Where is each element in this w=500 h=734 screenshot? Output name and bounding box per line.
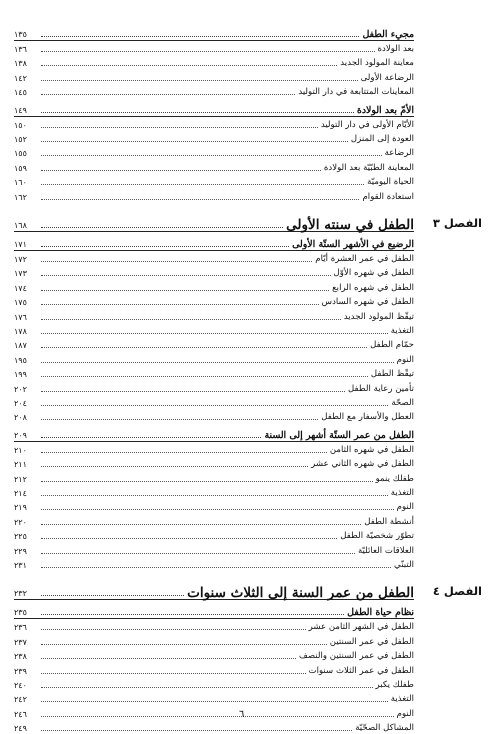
leader-dots (41, 480, 373, 482)
toc-section-row (14, 428, 414, 442)
toc-entry-title: العطل والأسفار مع الطفل (321, 412, 414, 423)
toc-page-number: ٢٠٨ (14, 413, 27, 423)
leader-dots (41, 346, 367, 348)
toc-entry-title: الرضاعة الأولى (360, 72, 414, 83)
toc-entry-title: الطفل في عمر السنتين (329, 636, 414, 647)
toc-entry-row (14, 42, 414, 55)
toc-page-number: ١٨٧ (14, 341, 27, 351)
toc-page-number: ١٣٦ (14, 45, 27, 54)
toc-entry-title: الطفل في شهره الرابع (332, 282, 414, 293)
toc-entry-row (14, 338, 414, 351)
toc-entry-row (14, 544, 414, 557)
leader-dots (41, 79, 358, 81)
toc-entry-title: النوم (396, 502, 414, 513)
toc-entry-row (14, 410, 414, 423)
toc-page-number: ٢٢٠ (14, 517, 27, 527)
toc-page-number: ١٤٥ (14, 88, 27, 98)
toc-section-row (14, 27, 414, 41)
toc-page-number: ١٥٩ (14, 163, 27, 173)
leader-dots (41, 274, 331, 276)
toc-page-number: ٢٠٤ (14, 399, 27, 408)
toc-entry-row (14, 190, 414, 203)
leader-dots (41, 643, 327, 645)
toc-page-number: ١٣٥ (14, 30, 27, 39)
leader-dots (41, 140, 348, 142)
leader-dots (41, 126, 318, 128)
toc-entry-row (14, 367, 414, 380)
leader-dots (41, 672, 306, 674)
toc-page-number: ١٦٢ (14, 192, 27, 202)
toc-entry-title: العلاقات العائليّة (357, 545, 414, 556)
toc-entry-title: المعاينة الطبّيّة بعد الولادة (323, 162, 414, 173)
toc-entry-title: نظام حياة الطفل (347, 607, 414, 619)
leader-dots (41, 361, 394, 363)
toc-entry-row (14, 692, 414, 705)
toc-page-number: ١٤٩ (14, 105, 27, 115)
toc-entry-row (14, 161, 414, 174)
toc-page-number: ١٥٢ (14, 135, 27, 144)
toc-page-number: ٢٣٢ (14, 589, 27, 599)
toc-entry-row (14, 118, 414, 131)
toc-entry-row (14, 649, 414, 662)
toc-entry-title: الطفل في عمر الثلاث سنوات (308, 665, 414, 676)
toc-entry-row (14, 664, 414, 677)
leader-dots (41, 111, 354, 113)
toc-page-number: ٢٣٨ (14, 652, 27, 662)
toc-page-number: ٢٢٩ (14, 546, 27, 556)
toc-entry-row (14, 486, 414, 499)
toc-entry-row (14, 310, 414, 323)
toc-page-number: ١٤٢ (14, 73, 27, 83)
toc-page-number: ١٧٣ (14, 269, 27, 279)
toc-entry-row (14, 281, 414, 294)
leader-dots (41, 700, 388, 702)
toc-chapter-row (14, 582, 414, 600)
toc-page-number: ٢١٠ (14, 445, 27, 455)
toc-page-number: ٢٤٩ (14, 724, 27, 734)
toc-entry-row (14, 382, 414, 395)
toc-entry-row (14, 175, 414, 188)
toc-page-number: ٢٣٩ (14, 666, 27, 676)
toc-page-number: ٢١١ (14, 460, 27, 470)
leader-dots (41, 93, 295, 95)
toc-page-number: ١٦٠ (14, 178, 27, 188)
toc-entry-row (14, 353, 414, 366)
toc-entry-title: طفلك ينمو (375, 473, 414, 484)
toc-entry-title: الطفل من عمر السنة إلى الثلاث سنوات (187, 585, 414, 602)
toc-entry-title: أنشطة الطفل (364, 516, 414, 527)
toc-page-number: ١٩٩ (14, 370, 27, 380)
toc-entry-title: معاينة المولود الجديد (340, 58, 414, 69)
toc-entry-title: الرضاعة (384, 148, 414, 159)
toc-page-number: ٢٣١ (14, 561, 27, 570)
leader-dots (41, 613, 344, 615)
toc-entry-title: التغذية (390, 488, 414, 498)
leader-dots (41, 198, 359, 200)
toc-page-number: ١٧١ (14, 240, 27, 249)
toc-entry-title: مجيء الطفل (362, 29, 414, 40)
toc-entry-title: تيقّظ الطفل (370, 369, 414, 380)
toc-entry-row (14, 252, 414, 265)
toc-page-number: ١٩٥ (14, 355, 27, 365)
toc-page-number: ٢٤٦ (14, 709, 27, 719)
leader-dots (41, 715, 394, 717)
toc-entry-title: الطفل في شهره الثاني عشر (311, 459, 414, 470)
toc-entry-title: الصحّة (391, 398, 414, 408)
leader-dots (41, 50, 375, 52)
toc-entry-title: تيقّظ المولود الجديد (343, 311, 414, 322)
toc-entry-row (14, 56, 414, 69)
leader-dots (41, 465, 308, 467)
toc-entry-title: التغذية (390, 694, 414, 705)
toc-page-number: ١٧٨ (14, 327, 27, 336)
leader-dots (41, 154, 382, 156)
toc-entry-title: المعاينات المتتابعة في دار التوليد (298, 87, 414, 98)
toc-page-number: ٢٠٢ (14, 384, 27, 394)
toc-entry-title: الحياة اليوميّة (367, 177, 414, 188)
toc-entry-title: الطفل في عمر السنتين والنصف (298, 651, 414, 662)
toc-page-number: ٢٢٥ (14, 532, 27, 542)
toc-entry-title: استعادة القوام (362, 191, 414, 202)
toc-page-number: ١٧٦ (14, 312, 27, 322)
leader-dots (41, 226, 283, 228)
toc-entry-row (14, 678, 414, 691)
toc-entry-row (14, 132, 414, 145)
leader-dots (41, 183, 364, 185)
toc-entry-row (14, 500, 414, 513)
toc-entry-row (14, 85, 414, 98)
toc-page-number: ٢٤٢ (14, 695, 27, 705)
toc-entry-title: الطفل من عمر الستّة أشهر إلى السنة (264, 429, 414, 441)
toc-entry-title: الأمّ بعد الولادة (356, 104, 414, 116)
toc-entry-row (14, 266, 414, 279)
toc-entry-row (14, 324, 414, 337)
toc-page-number: ٢١٤ (14, 489, 27, 498)
toc-entry-title: المشاكل الصحّيّة (355, 723, 414, 734)
toc-entry-title: التغذية (390, 326, 414, 336)
toc-entry-title: التبنّي (394, 560, 414, 570)
toc-entry-row (14, 71, 414, 84)
leader-dots (41, 436, 261, 438)
leader-dots (41, 686, 373, 688)
toc-page-number: ١٦٨ (14, 221, 27, 230)
leader-dots (41, 494, 388, 496)
leader-dots (41, 537, 337, 539)
toc-page-number: ٢٣٥ (14, 608, 27, 618)
toc-page-number: ١٧٢ (14, 255, 27, 264)
leader-dots (41, 318, 341, 320)
leader-dots (41, 289, 329, 291)
toc-entry-title: الرضيع في الأشهر الستّة الأولى (292, 239, 414, 250)
chapter-label: الفصل ٤ (432, 584, 482, 599)
leader-dots (41, 451, 327, 453)
toc-page-number: ١٧٥ (14, 298, 27, 308)
toc-page-number: ٢٤٠ (14, 681, 27, 690)
toc-page-number: ٢٣٦ (14, 623, 27, 633)
toc-entry-row (14, 457, 414, 470)
leader-dots (41, 404, 388, 406)
leader-dots (41, 523, 361, 525)
toc-entry-title: الطفل في شهره الأوّل (333, 268, 414, 279)
leader-dots (41, 594, 184, 596)
toc-chapter-row (14, 214, 414, 232)
toc-section-row (14, 103, 414, 117)
toc-entry-row (14, 472, 414, 485)
toc-page-number: ٢١٩ (14, 503, 27, 513)
leader-dots (41, 729, 352, 731)
toc-page-number: ١٥٥ (14, 149, 27, 159)
leader-dots (41, 418, 318, 420)
leader-dots (41, 508, 394, 510)
leader-dots (41, 64, 337, 66)
leader-dots (41, 375, 368, 377)
toc-entry-title: تطوّر شخصيّة الطفل (340, 531, 414, 542)
toc-section-row (14, 605, 414, 619)
toc-entry-row (14, 396, 414, 409)
toc-entry-row (14, 707, 414, 720)
toc-entry-title: حمّام الطفل (370, 340, 414, 351)
chapter-label: الفصل ٣ (432, 216, 482, 230)
toc-entry-title: النوم (396, 708, 414, 719)
page-number: ٦ (239, 709, 245, 720)
toc-entry-row (14, 635, 414, 648)
leader-dots (41, 35, 359, 37)
toc-entry-row (14, 295, 414, 308)
toc-page-number: ٢٣٧ (14, 637, 27, 647)
toc-entry-title: الطفل في سنته الأولى (286, 217, 414, 233)
toc-entry-row (14, 529, 414, 542)
toc-entry-row (14, 558, 414, 571)
toc-entry-row (14, 515, 414, 528)
toc-entry-title: الأيّام الأولى في دار التوليد (320, 119, 414, 130)
leader-dots (41, 390, 345, 392)
toc-entry-row (14, 443, 414, 456)
toc-entry-title: طفلك يكبر (375, 680, 414, 690)
toc-entry-title: الطفل في عمر العشرة أيّام (315, 254, 414, 264)
toc-section-row (14, 237, 414, 251)
toc-entry-title: العودة إلى المنزل (350, 134, 414, 144)
toc-page-number: ١٥٠ (14, 120, 27, 130)
leader-dots (41, 303, 319, 305)
leader-dots (41, 169, 321, 171)
leader-dots (41, 332, 388, 334)
toc-entry-title: الطفل في شهره الثامن (329, 444, 414, 455)
leader-dots (41, 628, 306, 630)
leader-dots (41, 260, 312, 262)
leader-dots (41, 552, 355, 554)
toc-entry-title: بعد الولادة (377, 44, 414, 54)
toc-page-number: ١٣٨ (14, 59, 27, 69)
toc-entry-title: الطفل في الشهر الثامن عشر (308, 622, 414, 633)
toc-entry-row (14, 620, 414, 633)
toc-entry-title: الطفل في شهره السادس (321, 297, 414, 308)
leader-dots (41, 566, 391, 568)
toc-page-number: ٢١٢ (14, 474, 27, 484)
toc-entry-row (14, 146, 414, 159)
toc-page-number: ٢٠٩ (14, 430, 27, 440)
toc-page-number: ١٧٤ (14, 283, 27, 293)
toc-entry-title: تأمين رعاية الطفل (347, 383, 414, 394)
leader-dots (41, 245, 289, 247)
toc-entry-row (14, 721, 414, 734)
toc-entry-title: النوم (396, 354, 414, 365)
leader-dots (41, 657, 296, 659)
